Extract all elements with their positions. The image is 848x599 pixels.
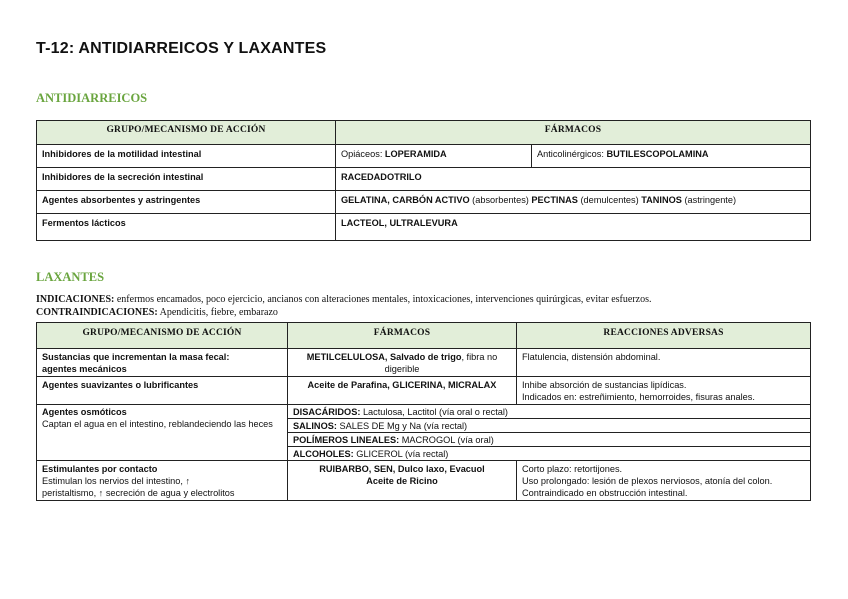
- farmaco-note: (absorbentes): [469, 195, 532, 205]
- farmaco-cell: Aceite de Parafina, GLICERINA, MICRALAX: [288, 377, 517, 405]
- table-row: [37, 214, 811, 241]
- farmaco-note: (demulcentes): [577, 195, 642, 205]
- farmaco-note: , fibra no digerible: [384, 352, 498, 374]
- farmaco-note: (astringente): [681, 195, 737, 205]
- section-heading-laxantes: LAXANTES: [36, 270, 105, 284]
- farmaco-cell: [336, 191, 811, 214]
- reacciones-cell: [517, 377, 811, 405]
- table-row: [37, 191, 811, 214]
- farmaco-name: BUTILESCOPOLAMINA: [606, 149, 709, 159]
- grupo-cell: Inhibidores de la motilidad intestinal: [37, 145, 336, 168]
- grupo-cell: Fermentos lácticos: [37, 214, 336, 241]
- section-heading-antidiarreicos: ANTIDIARREICOS: [36, 91, 148, 105]
- farmaco-line: RUIBARBO, SEN, Dulco laxo, Evacuol: [319, 464, 485, 474]
- column-header-grupo: GRUPO/MECANISMO DE ACCIÓN: [37, 121, 336, 145]
- reacciones-line: Indicados en: estreñimiento, hemorroides, fisuras anales.: [522, 392, 755, 402]
- table-row: [37, 461, 811, 501]
- table-header-row: [37, 121, 811, 145]
- farmaco-cell: [288, 447, 811, 461]
- farmaco-cell: [288, 405, 811, 419]
- grupo-title: Estimulantes por contacto: [42, 464, 158, 474]
- reacciones-cell: Flatulencia, distensión abdominal.: [517, 349, 811, 377]
- table-row: [37, 145, 811, 168]
- farmaco-group-label: POLÍMEROS LINEALES:: [293, 435, 400, 445]
- grupo-cell: Agentes suavizantes o lubrificantes: [37, 377, 288, 405]
- grupo-line: Estimulan los nervios del intestino, ↑: [42, 476, 191, 486]
- farmaco-prefix: Opiáceos:: [341, 149, 385, 159]
- contraindicaciones-label: CONTRAINDICACIONES:: [36, 307, 158, 318]
- farmaco-list: GLICEROL (vía rectal): [353, 449, 449, 459]
- farmaco-list: MACROGOL (vía oral): [399, 435, 494, 445]
- page-title: T-12: ANTIDIARREICOS Y LAXANTES: [36, 40, 327, 57]
- farmaco-list: SALES DE Mg y Na (vía rectal): [336, 421, 468, 431]
- laxantes-table: [36, 322, 811, 501]
- antidiarreicos-table: [36, 120, 811, 241]
- grupo-title: Agentes osmóticos: [42, 407, 127, 417]
- farmaco-cell: [532, 145, 811, 168]
- table-row: [37, 377, 811, 405]
- farmaco-cell: [288, 419, 811, 433]
- grupo-cell: Inhibidores de la secreción intestinal: [37, 168, 336, 191]
- reacciones-line: Inhibe absorción de sustancias lipídicas.: [522, 380, 687, 390]
- farmaco-name: PECTINAS: [531, 195, 578, 205]
- farmaco-name: METILCELULOSA, Salvado de trigo: [306, 352, 462, 362]
- grupo-cell: [37, 461, 288, 501]
- grupo-line: Sustancias que incrementan la masa fecal:: [42, 352, 230, 362]
- farmaco-line: Aceite de Ricino: [366, 476, 438, 486]
- farmaco-group-label: SALINOS:: [293, 421, 337, 431]
- farmaco-cell: LACTEOL, ULTRALEVURA: [336, 214, 811, 241]
- farmaco-cell: [288, 461, 517, 501]
- table-header-row: [37, 323, 811, 349]
- column-header-reacciones: REACCIONES ADVERSAS: [517, 323, 811, 349]
- contraindicaciones-line: [36, 307, 278, 318]
- indicaciones-line: [36, 294, 651, 305]
- farmaco-list: Lactulosa, Lactitol (vía oral o rectal): [360, 407, 508, 417]
- farmaco-prefix: Anticolinérgicos:: [537, 149, 607, 159]
- farmaco-name: GELATINA, CARBÓN ACTIVO: [341, 195, 470, 205]
- farmaco-cell: [288, 433, 811, 447]
- reacciones-cell: [517, 461, 811, 501]
- indicaciones-text: enfermos encamados, poco ejercicio, ancianos con alteraciones mentales, intoxicaciones, intervenciones quirúrgicas, evitar esfuerzos.: [114, 294, 652, 305]
- farmaco-name: LOPERAMIDA: [384, 149, 447, 159]
- table-row: [37, 349, 811, 377]
- farmaco-name: TANINOS: [641, 195, 682, 205]
- grupo-cell: [37, 405, 288, 461]
- column-header-farmacos: FÁRMACOS: [288, 323, 517, 349]
- reacciones-line: Corto plazo: retortijones.: [522, 464, 623, 474]
- farmaco-group-label: ALCOHOLES:: [293, 449, 354, 459]
- grupo-cell: [37, 349, 288, 377]
- grupo-desc: Captan el agua en el intestino, reblandeciendo las heces: [42, 419, 273, 429]
- farmaco-cell: [336, 145, 532, 168]
- reacciones-line: Uso prolongado: lesión de plexos nerviosos, atonía del colon. Contraindicado en obstrucción intestinal.: [522, 476, 773, 498]
- table-row: [37, 168, 811, 191]
- contraindicaciones-text: Apendicitis, fiebre, embarazo: [157, 307, 278, 318]
- table-row: [37, 405, 811, 419]
- farmaco-group-label: DISACÁRIDOS:: [293, 407, 361, 417]
- grupo-line: agentes mecánicos: [42, 364, 127, 374]
- indicaciones-label: INDICACIONES:: [36, 294, 115, 305]
- grupo-line: peristaltismo, ↑ secreción de agua y electrolitos: [42, 488, 235, 498]
- farmaco-cell: RACEDADOTRILO: [336, 168, 811, 191]
- column-header-grupo: GRUPO/MECANISMO DE ACCIÓN: [37, 323, 288, 349]
- grupo-cell: Agentes absorbentes y astringentes: [37, 191, 336, 214]
- column-header-farmacos: FÁRMACOS: [336, 121, 811, 145]
- farmaco-cell: [288, 349, 517, 377]
